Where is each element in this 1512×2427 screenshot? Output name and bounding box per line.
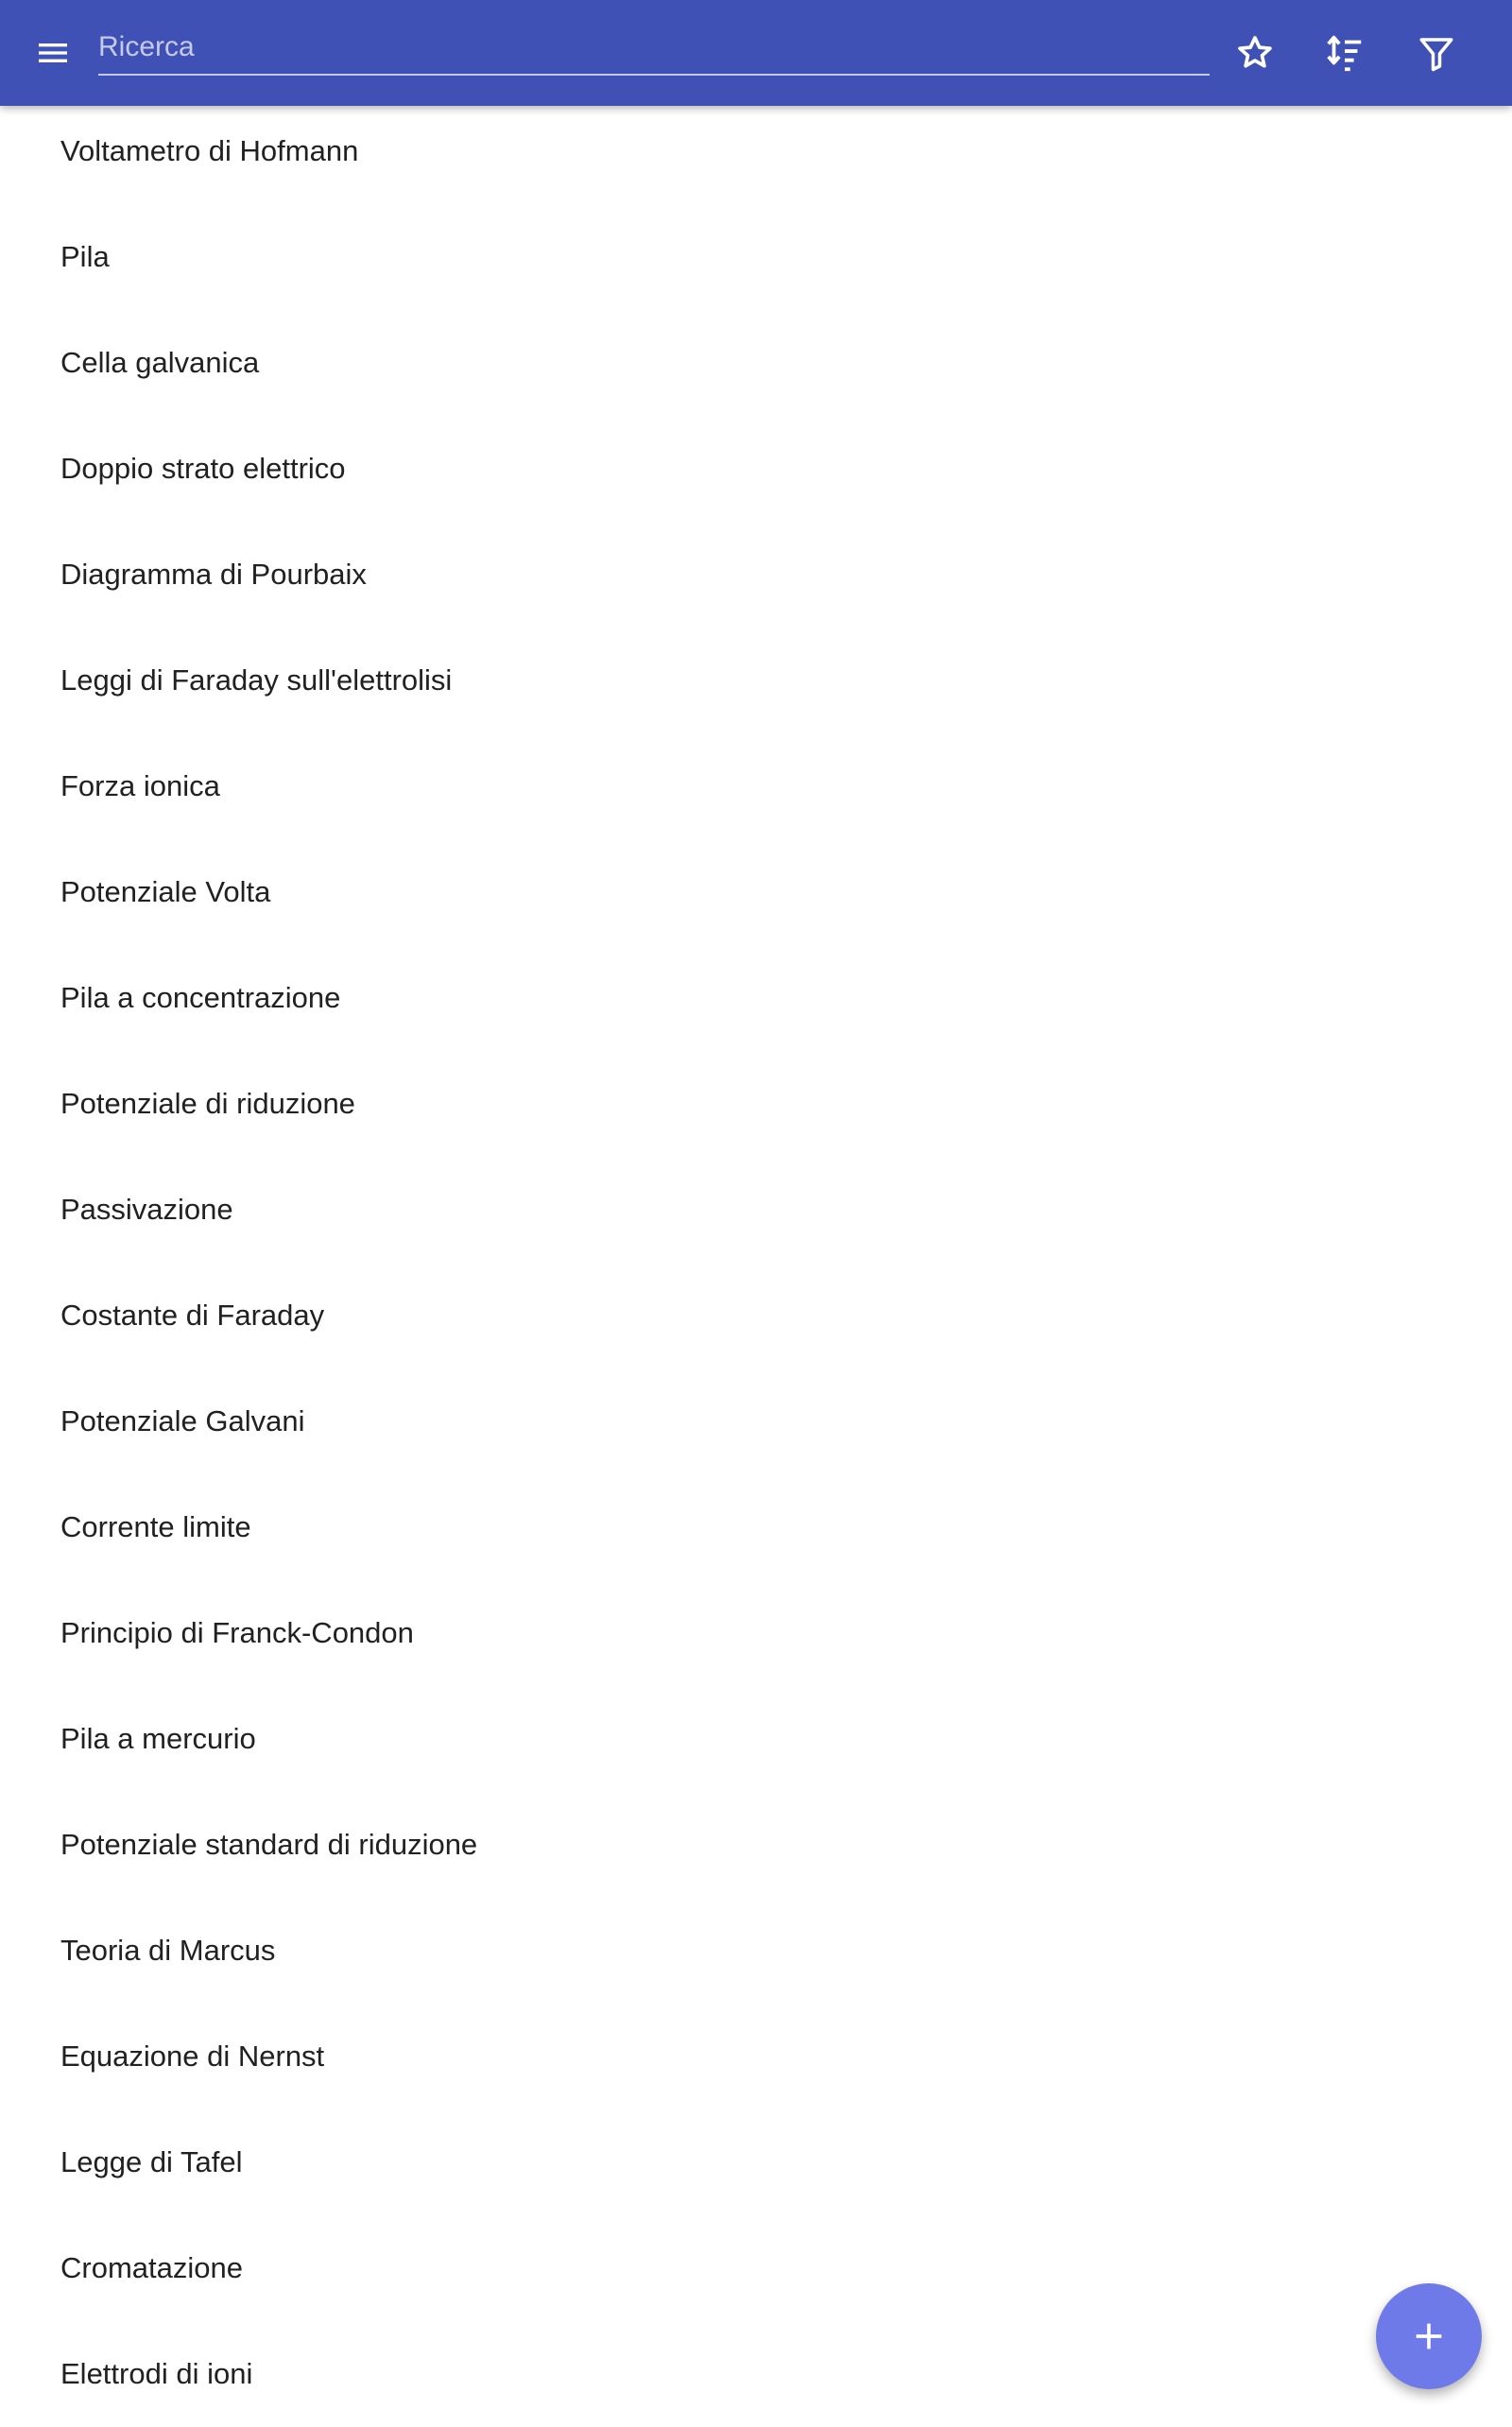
list-item-label: Passivazione [60, 1193, 233, 1226]
app-bar [0, 0, 1512, 106]
list-item[interactable] [0, 1792, 1512, 1898]
list-item[interactable] [0, 2215, 1512, 2321]
list-item[interactable] [0, 2109, 1512, 2215]
favorites-button[interactable] [1217, 15, 1293, 91]
list-item-label: Doppio strato elettrico [60, 452, 346, 485]
list-item[interactable] [0, 1898, 1512, 2004]
list-item-label: Voltametro di Hofmann [60, 134, 359, 167]
sort-button[interactable] [1307, 15, 1383, 91]
list-item[interactable] [0, 733, 1512, 839]
list-item-label: Potenziale Galvani [60, 1404, 305, 1437]
sort-icon [1323, 31, 1366, 75]
list-item[interactable] [0, 416, 1512, 522]
filter-button[interactable] [1399, 15, 1474, 91]
list-item-label: Teoria di Marcus [60, 1934, 276, 1967]
list-item-label: Potenziale di riduzione [60, 1087, 355, 1120]
list-item-label: Equazione di Nernst [60, 2040, 325, 2073]
list-item[interactable] [0, 1051, 1512, 1157]
list-item[interactable] [0, 310, 1512, 416]
list-item-label: Potenziale standard di riduzione [60, 1828, 478, 1861]
list-item[interactable] [0, 1686, 1512, 1792]
list-item[interactable] [0, 204, 1512, 310]
list-item-label: Legge di Tafel [60, 2145, 243, 2178]
list-item[interactable] [0, 1263, 1512, 1368]
list-item[interactable] [0, 628, 1512, 733]
list-item[interactable] [0, 2004, 1512, 2109]
glossary-list [0, 98, 1512, 2427]
list-item-label: Pila [60, 240, 110, 273]
list-item-label: Cella galvanica [60, 346, 260, 379]
list-item-label: Potenziale Volta [60, 875, 271, 908]
list-item[interactable] [0, 1368, 1512, 1474]
list-item-label: Diagramma di Pourbaix [60, 558, 367, 591]
list-item[interactable] [0, 1580, 1512, 1686]
list-item[interactable] [0, 1157, 1512, 1263]
list-item-label: Forza ionica [60, 769, 220, 802]
search-input[interactable] [98, 21, 1210, 76]
list-item[interactable] [0, 522, 1512, 628]
menu-icon [34, 34, 72, 72]
list-item[interactable] [0, 98, 1512, 204]
menu-button[interactable] [15, 15, 91, 91]
filter-icon [1417, 33, 1456, 73]
list-item[interactable] [0, 839, 1512, 945]
star-outline-icon [1234, 32, 1276, 74]
add-button[interactable] [1376, 2283, 1482, 2389]
list-item-label: Elettrodi di ioni [60, 2357, 253, 2390]
list-item[interactable] [0, 2321, 1512, 2427]
list-item[interactable] [0, 945, 1512, 1051]
list-item-label: Corrente limite [60, 1510, 251, 1543]
list-item-label: Pila a concentrazione [60, 981, 341, 1014]
list-item-label: Cromatazione [60, 2251, 243, 2284]
list-item-label: Costante di Faraday [60, 1299, 325, 1332]
list-item[interactable] [0, 1474, 1512, 1580]
list-item-label: Pila a mercurio [60, 1722, 256, 1755]
plus-icon [1410, 2317, 1448, 2355]
list-item-label: Leggi di Faraday sull'elettrolisi [60, 663, 453, 697]
list-item-label: Principio di Franck-Condon [60, 1616, 414, 1649]
